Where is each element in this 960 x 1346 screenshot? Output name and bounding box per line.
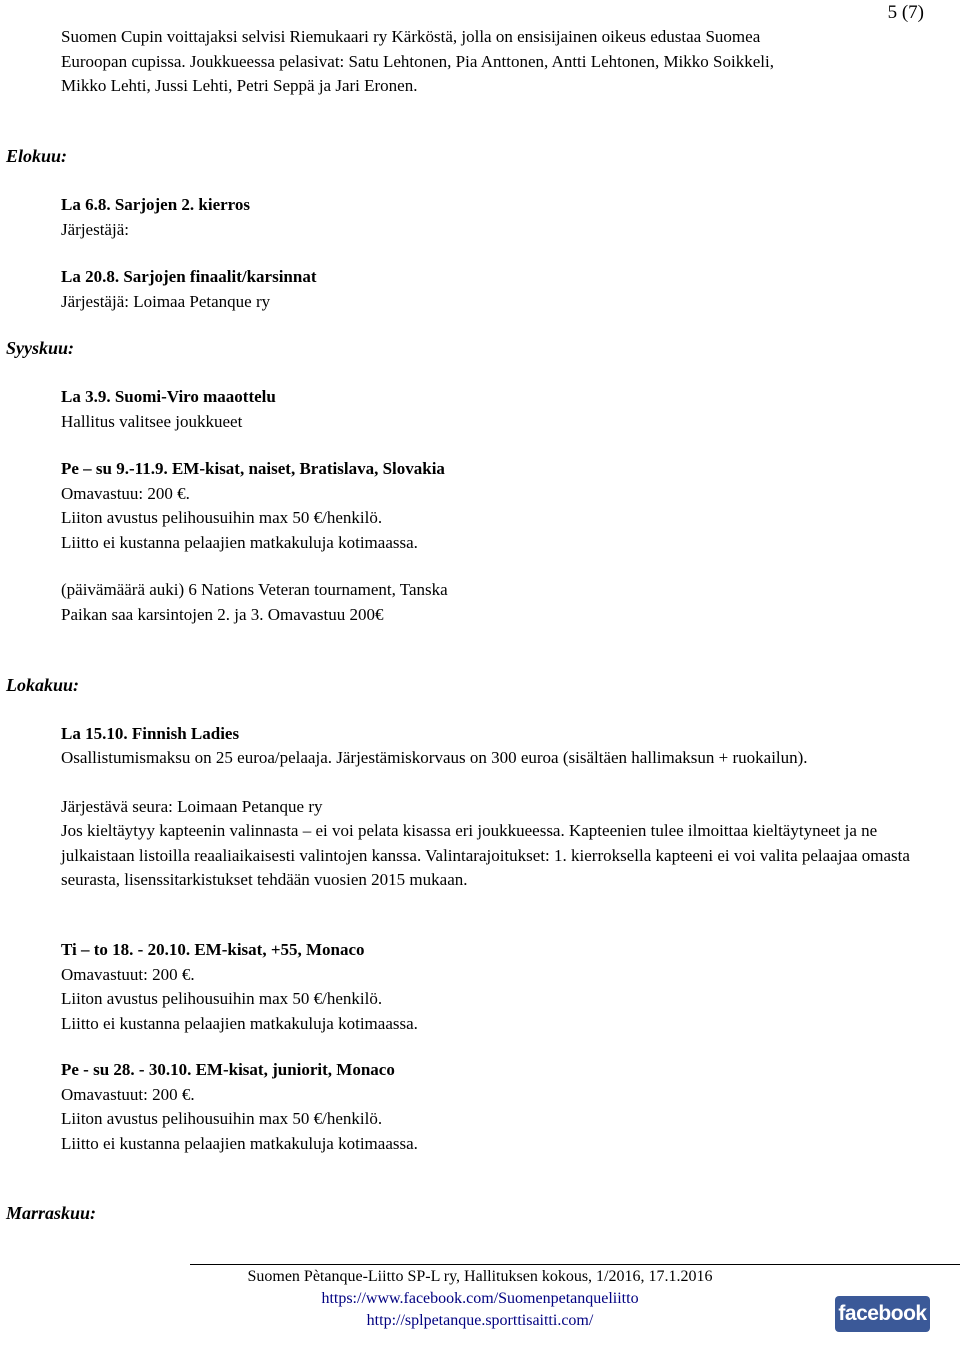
- event-title: La 3.9. Suomi-Viro maaottelu: [61, 387, 276, 406]
- event-note: Hallitus valitsee joukkueet: [61, 412, 243, 431]
- footer-site-link[interactable]: http://splpetanque.sporttisaitti.com/: [366, 1312, 594, 1329]
- event-club: Järjestävä seura: Loimaan Petanque ry: [61, 797, 323, 816]
- event-organizer: Järjestäjä:: [61, 220, 129, 239]
- event-detail: Liiton avustus pelihousuihin max 50 €/henkilö.: [61, 508, 383, 527]
- event-organizer: Järjestäjä: Loimaa Petanque ry: [61, 292, 271, 311]
- event-title: La 20.8. Sarjojen finaalit/karsinnat: [61, 267, 317, 286]
- event-detail: Liitto ei kustanna pelaajien matkakuluja kotimaassa.: [61, 1134, 418, 1153]
- page-number: 5 (7): [887, 2, 924, 23]
- event-fee: Osallistumismaksu on 25 euroa/pelaaja. Järjestämiskorvaus on 300 euroa (sisältäen hallimaksun + ruokailun).: [61, 748, 808, 767]
- event-detail: Liitto ei kustanna pelaajien matkakuluja kotimaassa.: [61, 533, 418, 552]
- event-detail: Liiton avustus pelihousuihin max 50 €/henkilö.: [61, 1109, 383, 1128]
- event-title: Pe – su 9.-11.9. EM-kisat, naiset, Bratislava, Slovakia: [61, 459, 445, 478]
- event-title: Ti – to 18. - 20.10. EM-kisat, +55, Monaco: [61, 940, 365, 959]
- footer-facebook-link[interactable]: https://www.facebook.com/Suomenpetanqueliitto: [321, 1290, 639, 1307]
- event-title: La 15.10. Finnish Ladies: [61, 724, 240, 743]
- month-heading-september: Syyskuu:: [6, 338, 75, 358]
- event-title: La 6.8. Sarjojen 2. kierros: [61, 195, 251, 214]
- intro-line: Euroopan cupissa. Joukkueessa pelasivat: Satu Lehtonen, Pia Anttonen, Antti Lehtonen, Mikko Soikkeli,: [61, 52, 774, 71]
- footer-org-line: Suomen Pètanque-Liitto SP-L ry, Hallituksen kokous, 1/2016, 17.1.2016: [247, 1268, 713, 1285]
- event-detail: Liitto ei kustanna pelaajien matkakuluja kotimaassa.: [61, 1014, 418, 1033]
- event-rules: Jos kieltäytyy kapteenin valinnasta – ei voi pelata kisassa eri joukkueessa. Kapteenien tulee ilmoittaa kieltäytyneet ja ne julkaistaan listoilla reaaliaikaisesti valintojen kanssa. Valintarajoitukset: 1. kierroksella kapteeni ei voi valita pelaajaa omasta seurasta, lisenssitarkistukset tehdään vuosien 2015 mukaan.: [61, 821, 910, 889]
- intro-line: Suomen Cupin voittajaksi selvisi Riemukaari ry Kärköstä, jolla on ensisijainen oikeus edustaa Suomea: [61, 27, 761, 46]
- month-heading-november: Marraskuu:: [6, 1203, 97, 1223]
- intro-line: Mikko Lehti, Jussi Lehti, Petri Seppä ja Jari Eronen.: [61, 76, 418, 95]
- event-detail: Omavastuut: 200 €.: [61, 1085, 195, 1104]
- event-detail: Liiton avustus pelihousuihin max 50 €/henkilö.: [61, 989, 383, 1008]
- event-detail: Paikan saa karsintojen 2. ja 3. Omavastuu 200€: [61, 605, 384, 624]
- footer-divider: [190, 1264, 960, 1265]
- month-heading-october: Lokakuu:: [6, 675, 80, 695]
- event-detail: Omavastuu: 200 €.: [61, 484, 190, 503]
- event-title: Pe - su 28. - 30.10. EM-kisat, juniorit, Monaco: [61, 1060, 395, 1079]
- event-detail: Omavastuut: 200 €.: [61, 965, 195, 984]
- facebook-logo-icon[interactable]: facebook: [835, 1296, 930, 1332]
- event-detail: (päivämäärä auki) 6 Nations Veteran tournament, Tanska: [61, 580, 448, 599]
- month-heading-august: Elokuu:: [6, 146, 68, 166]
